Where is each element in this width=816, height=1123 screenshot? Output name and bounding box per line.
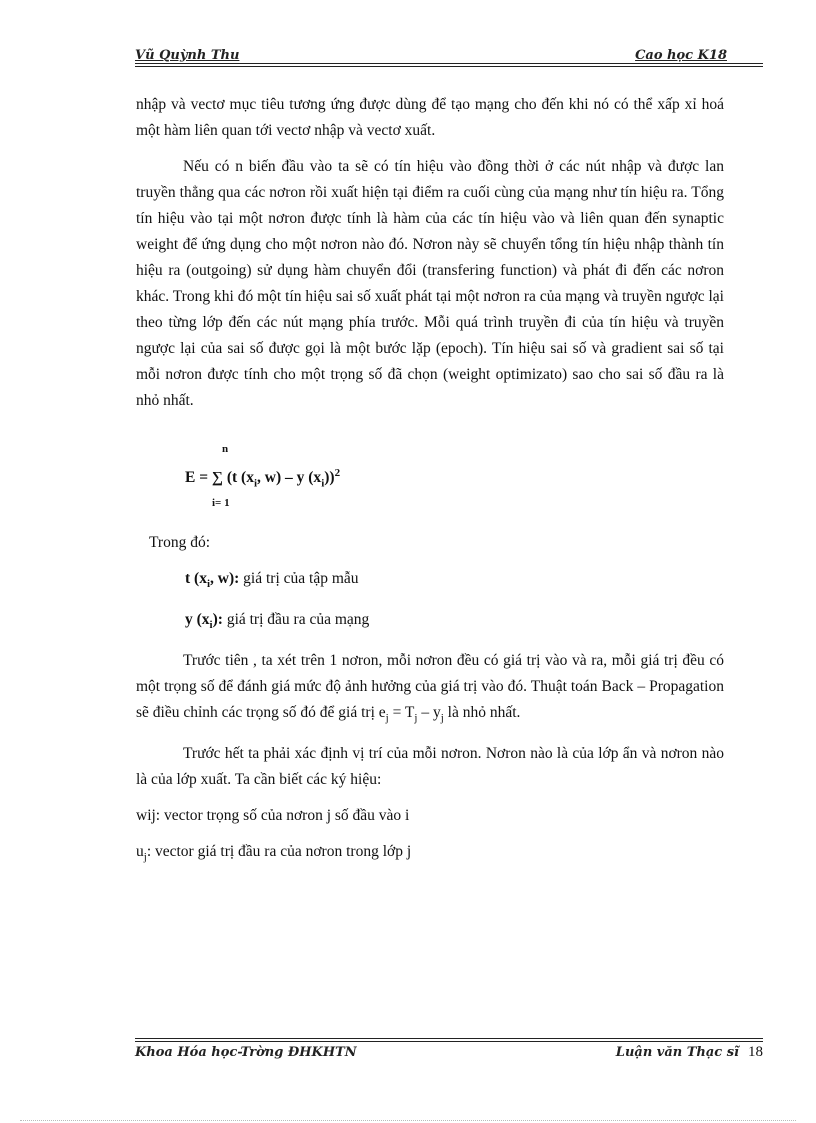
paragraph-signal-propagation: Nếu có n biến đầu vào ta sẽ có tín hiệu vào đồng thời ở các nút nhập và được lan truyền thẳng qua các nơron rồi xuất hiện tại điểm ra cuối cùng của mạng như tín hiệu ra. Tổng tín hiệu vào tại một nơron được tính là hàm của các tín hiệu vào và liên quan đến synaptic weight để ứng dụng cho một nơron nào đó. Nơron này sẽ chuyển tổng tín hiệu nhập thành tín hiệu ra (outgoing) sử dụng hàm chuyển đổi (transfering function) và phát đi đến các nơron khác. Trong khi đó một tín hiệu sai số xuất phát tại một nơron ra của mạng và truyền ngược lại theo từng lớp đến các nút mạng phía trước. Mỗi quá trình truyền đi của tín hiệu và truyền ngược lại của sai số được gọi là một bước lặp (epoch). Tín hiệu sai số và gradient sai số tại mỗi nơron được tính cho một trọng số đã chọn (weight optimizato) sao cho sai số đầu ra là nhỏ nhất. xyxy=(136,158,724,409)
footer-thesis: Luận văn Thạc sĩ xyxy=(615,1045,739,1060)
paragraph-backprop: Trước tiên , ta xét trên 1 nơron, mỗi nơron đều có giá trị vào và ra, mỗi giá trị đều có một trọng số để đánh giá mức độ ảnh hưởng của giá trị vào đó. Thuật toán Back – Propagation sẽ điều chỉnh các trọng số đó để giá trị $e_j = T_j - y_j$ là nhỏ nhất. xyxy=(136,652,724,725)
page-number: 18 xyxy=(748,1044,763,1060)
header-rule-bottom xyxy=(135,66,763,67)
notation-wij: wij: vector trọng số của nơron j số đầu vào i xyxy=(136,807,410,825)
paragraph-continuation: nhập và vectơ mục tiêu tương ứng được dùng để tạo mạng cho đến khi nó có thể xấp xỉ hoá một hàm liên quan tới vectơ nhập và vectơ xuất. xyxy=(136,96,724,139)
paragraph-notation-intro: Trước hết ta phải xác định vị trí của mỗi nơron. Nơron nào là của lớp ẩn và nơron nào là của lớp xuất. Ta cần biết các ký hiệu: xyxy=(136,745,724,789)
definition-target: t ($x_i$, w): giá trị của tập mẫu xyxy=(185,570,359,591)
sum-lower-limit: i= 1 xyxy=(212,497,230,509)
footer-rule-top xyxy=(135,1038,763,1039)
header-author: Vũ Quỳnh Thu xyxy=(135,48,240,63)
footer-faculty: Khoa Hóa học-Trờng ĐHKHTN xyxy=(135,1045,357,1060)
footer-rule-bottom xyxy=(135,1041,763,1042)
error-formula xyxy=(136,424,724,524)
definition-output: y $(x_i)$: giá trị đầu ra của mạng xyxy=(185,611,370,632)
header-course: Cao học K18 xyxy=(635,48,727,63)
sum-upper-limit: n xyxy=(222,443,229,455)
notation-uj: $u_j$: vector giá trị đầu ra của nơron trong lớp j xyxy=(136,843,412,864)
formula-expression: E = ∑ (t ($x_i$, w) – y $(x_i))^2$ xyxy=(185,467,341,490)
page-header xyxy=(135,46,763,68)
page-edge-divider xyxy=(20,1120,796,1121)
page-footer xyxy=(135,1038,763,1066)
where-label: Trong đó: xyxy=(149,534,211,551)
header-rule-top xyxy=(135,63,763,64)
page-body xyxy=(136,92,724,870)
